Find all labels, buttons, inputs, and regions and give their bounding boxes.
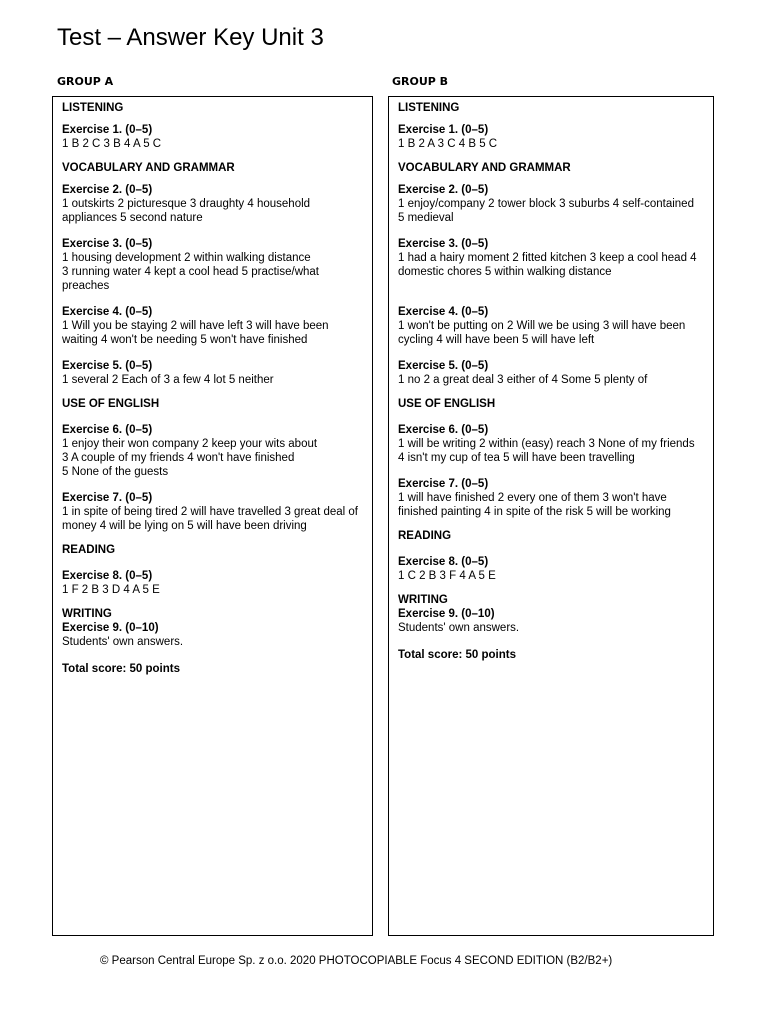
exercise-answers: 1 C 2 B 3 F 4 A 5 E [398,570,496,582]
page-title: Test – Answer Key Unit 3 [57,24,324,51]
section-heading-writing: WRITING [398,594,448,606]
exercise-heading: Exercise 1. (0–5) [62,124,153,136]
section-heading-use-of-english: USE OF ENGLISH [398,398,496,410]
section-heading-reading: READING [398,530,452,542]
exercise-heading: Exercise 7. (0–5) [398,478,489,490]
exercise-heading: Exercise 8. (0–5) [62,570,153,582]
exercise-answers: 1 will be writing 2 within (easy) reach 3 None of my friends 4 isn't my cup of tea 5 will have been travelling [398,438,695,464]
section-heading-listening: LISTENING [398,102,460,114]
exercise-heading: Exercise 4. (0–5) [62,306,153,318]
section-heading-vocabulary: VOCABULARY AND GRAMMAR [398,162,571,174]
exercise-answers: 1 B 2 C 3 B 4 A 5 C [62,138,162,150]
section-heading-reading: READING [62,544,116,556]
exercise-answers: 1 several 2 Each of 3 a few 4 lot 5 neither [62,374,274,386]
exercise-answers: 1 enjoy their won company 2 keep your wits about 3 A couple of my friends 4 won't have finished 5 None of the guests [62,438,318,478]
exercise-answers: 1 won't be putting on 2 Will we be using 3 will have been cycling 4 will have been 5 will have left [398,320,686,346]
section-heading-writing: WRITING [62,608,112,620]
exercise-heading: Exercise 9. (0–10) [398,608,495,620]
exercise-answers: 1 enjoy/company 2 tower block 3 suburbs 4 self-contained 5 medieval [398,198,694,224]
exercise-answers: 1 F 2 B 3 D 4 A 5 E [62,584,160,596]
exercise-heading: Exercise 3. (0–5) [62,238,153,250]
total-score: Total score: 50 points [398,649,517,661]
exercise-answers: Students' own answers. [62,636,184,648]
exercise-heading: Exercise 5. (0–5) [62,360,153,372]
exercise-heading: Exercise 5. (0–5) [398,360,489,372]
exercise-heading: Exercise 8. (0–5) [398,556,489,568]
section-heading-listening: LISTENING [62,102,124,114]
exercise-answers: 1 B 2 A 3 C 4 B 5 C [398,138,498,150]
total-score: Total score: 50 points [62,663,181,675]
exercise-heading: Exercise 3. (0–5) [398,238,489,250]
copyright-footer: © Pearson Central Europe Sp. z o.o. 2020 PHOTOCOPIABLE Focus 4 SECOND EDITION (B2/B2+) [100,955,613,967]
exercise-heading: Exercise 2. (0–5) [398,184,489,196]
exercise-heading: Exercise 6. (0–5) [62,424,153,436]
exercise-answers: 1 outskirts 2 picturesque 3 draughty 4 household appliances 5 second nature [62,198,311,224]
exercise-heading: Exercise 4. (0–5) [398,306,489,318]
exercise-heading: Exercise 7. (0–5) [62,492,153,504]
group-a-answer-box [52,96,373,936]
section-heading-vocabulary: VOCABULARY AND GRAMMAR [62,162,235,174]
exercise-answers: 1 housing development 2 within walking distance 3 running water 4 kept a cool head 5 practise/what preaches [62,252,319,292]
group-a-label: GROUP A [57,75,114,88]
exercise-answers: 1 had a hairy moment 2 fitted kitchen 3 keep a cool head 4 domestic chores 5 within walking distance [398,252,697,278]
exercise-answers: 1 Will you be staying 2 will have left 3 will have been waiting 4 won't be needing 5 won't have finished [62,320,329,346]
exercise-heading: Exercise 2. (0–5) [62,184,153,196]
exercise-answers: 1 no 2 a great deal 3 either of 4 Some 5 plenty of [398,374,648,386]
exercise-heading: Exercise 9. (0–10) [62,622,159,634]
section-heading-use-of-english: USE OF ENGLISH [62,398,160,410]
exercise-answers: Students' own answers. [398,622,520,634]
exercise-answers: 1 will have finished 2 every one of them 3 won't have finished painting 4 in spite of the risk 5 will be working [398,492,671,518]
exercise-answers: 1 in spite of being tired 2 will have travelled 3 great deal of money 4 will be lying on 5 will have been driving [62,506,358,532]
group-b-label: GROUP B [392,75,449,88]
exercise-heading: Exercise 1. (0–5) [398,124,489,136]
exercise-heading: Exercise 6. (0–5) [398,424,489,436]
group-b-answer-box [388,96,714,936]
